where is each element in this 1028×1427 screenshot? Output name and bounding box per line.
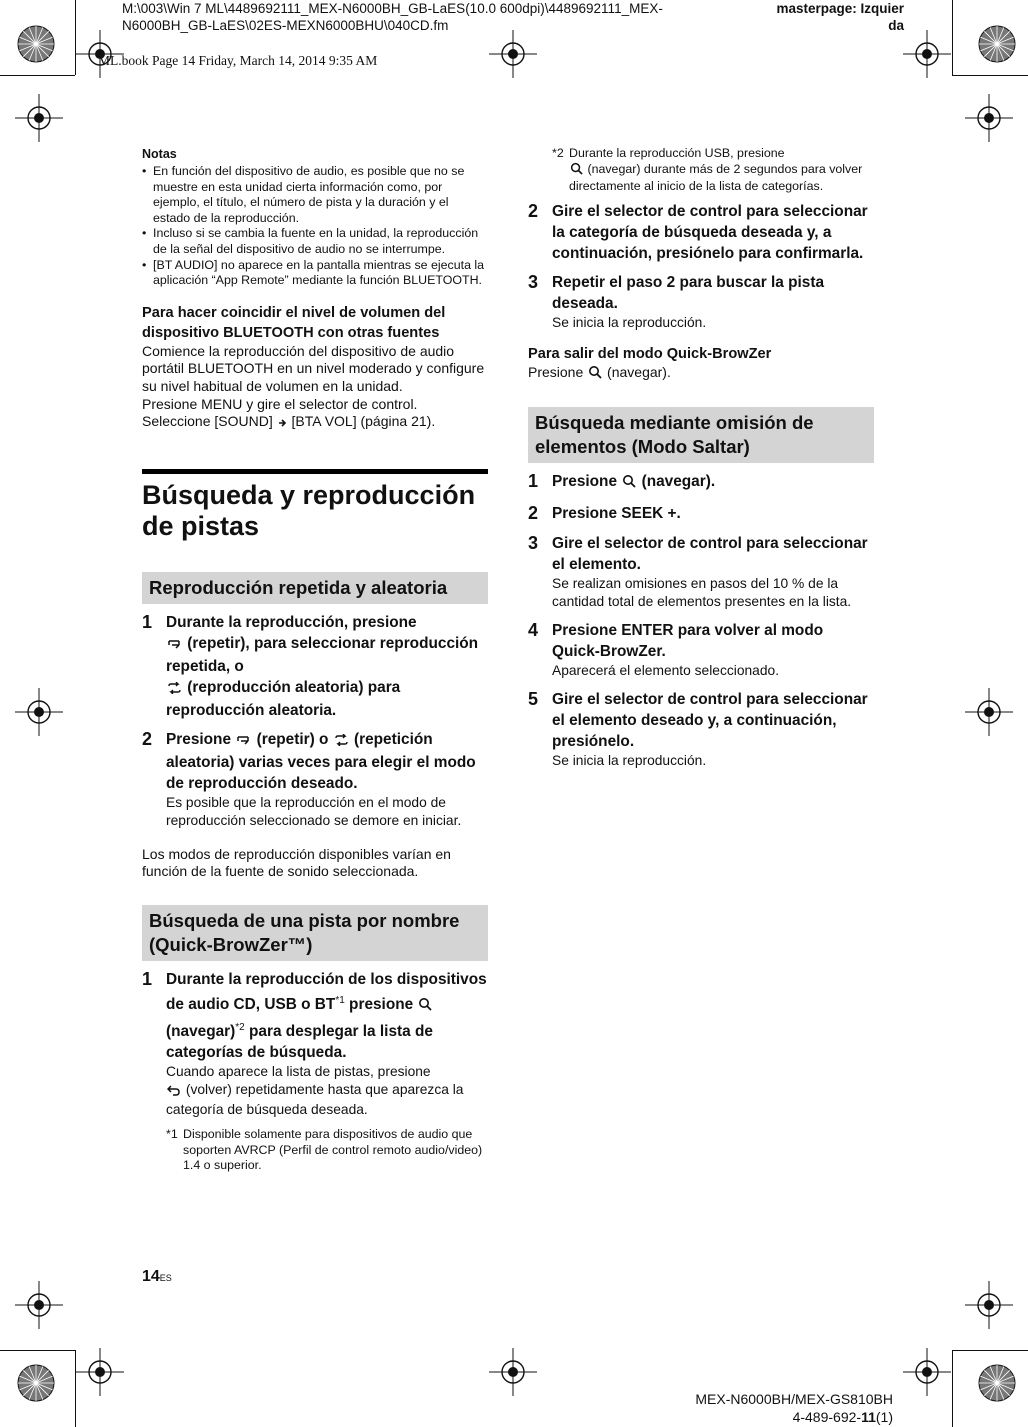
footnote-text-a: Durante la reproducción USB, presione — [569, 146, 785, 160]
step-text-b: (repetir), para seleccionar reproducción repetida, o — [166, 634, 479, 675]
step-number: 1 — [142, 611, 153, 632]
model-line1: MEX-N6000BH/MEX-GS810BH — [695, 1391, 893, 1407]
registration-mark — [15, 1281, 63, 1329]
step-number: 1 — [142, 968, 153, 989]
band-quick-browzer: Búsqueda de una pista por nombre (Quick-BrowZer™) — [142, 905, 488, 961]
step-sub: Se realizan omisiones en pasos del 10 % de la cantidad total de elementos presentes en la lista. — [552, 576, 852, 610]
model-code-a: 4-489-692- — [792, 1409, 862, 1425]
step-text-a: Durante la reproducción de los dispositivos de audio CD, USB o BT — [166, 970, 487, 1014]
step-text: Repetir el paso 2 para buscar la pista deseada. — [552, 273, 825, 312]
band-skip-mode: Búsqueda mediante omisión de elementos (Modo Saltar) — [528, 407, 874, 463]
volume-text-3a: Seleccione [SOUND] — [142, 413, 273, 430]
registration-mark — [76, 30, 124, 78]
step-text-a: Durante la reproducción, presione — [166, 613, 417, 631]
step-text-b: (navegar). — [641, 473, 716, 491]
step-number: 4 — [528, 620, 539, 641]
step-text: Gire el selector de control para seleccionar la categoría de búsqueda deseada y, a continuación, presiónelo para confirmarla. — [552, 202, 868, 262]
registration-mark — [15, 94, 63, 142]
step-text-c: (navegar) — [166, 1023, 236, 1041]
footnote-text: Disponible solamente para dispositivos de audio que soporten AVRCP (Perfil de control remoto audio/video) 1.4 o superior. — [183, 1127, 483, 1173]
registration-mark — [965, 1281, 1013, 1329]
step-sub-a: Cuando aparece la lista de pistas, presione — [166, 1064, 431, 1080]
masterpage-line1: masterpage: Izquier — [776, 1, 904, 16]
registration-mark — [76, 1348, 124, 1396]
file-path-line1: M:\003\Win 7 ML\4489692111_MEX-N6000BH_GB-LaES(10.0 600dpi)\4489692111_MEX- — [122, 1, 663, 16]
step-text-b: presione — [349, 996, 414, 1014]
registration-mark — [965, 688, 1013, 736]
step-number: 5 — [528, 689, 539, 710]
step-text-a: Presione — [166, 730, 232, 748]
model-code-b: 11 — [861, 1409, 876, 1425]
footnote-ref: *2 — [235, 1022, 245, 1034]
volume-text-2: Presione MENU y gire el selector de control. — [142, 395, 418, 412]
volume-heading: Para hacer coincidir el nivel de volumen del dispositivo BLUETOOTH con otras fuentes — [142, 304, 446, 341]
registration-target — [18, 1365, 54, 1401]
file-path-line2: N6000BH_GB-LaES\02ES-MEXN6000BHU\040CD.fm — [122, 18, 449, 33]
registration-target — [979, 1365, 1015, 1401]
note-item: • En función del dispositivo de audio, es posible que no se muestre en esta unidad cierta información como, por ejemplo, el título, el número de pista y la duración y el estado de la reproducción. — [142, 164, 488, 226]
step-text-c: (reproducción aleatoria) para reproducción aleatoria. — [166, 678, 401, 719]
step-text: Gire el selector de control para seleccionar el elemento deseado y, a continuación, presiónelo. — [552, 691, 868, 751]
step-number: 2 — [528, 200, 539, 221]
step-text: Presione SEEK +. — [552, 505, 681, 523]
step-number: 3 — [528, 533, 539, 554]
exit-heading: Para salir del modo Quick-BrowZer — [528, 345, 772, 362]
exit-text-a: Presione — [528, 363, 584, 380]
step-text-a: Presione — [552, 473, 618, 491]
step-text-d: para desplegar la lista de categorías de búsqueda. — [166, 1023, 433, 1062]
footnote-mark: *2 — [552, 146, 564, 160]
footnote-text-b: (navegar) durante más de 2 segundos para volver directamente al inicio de la lista de categorías. — [569, 161, 863, 193]
modes-text: Los modos de reproducción disponibles varían en función de la fuente de sonido seleccionada. — [142, 845, 451, 880]
masterpage-line2: da — [888, 18, 904, 33]
step-text-c: (repetición aleatoria) varias veces para elegir el modo de reproducción deseado. — [166, 730, 476, 792]
step-sub: Se inicia la reproducción. — [552, 753, 707, 769]
footnote-ref: *1 — [335, 994, 345, 1006]
step-number: 2 — [142, 728, 153, 749]
registration-mark — [489, 1348, 537, 1396]
registration-target — [18, 26, 54, 62]
step-text: Gire el selector de control para seleccionar el elemento. — [552, 535, 868, 574]
band-repeat-shuffle: Reproducción repetida y aleatoria — [142, 572, 488, 604]
step-sub: Aparecerá el elemento seleccionado. — [552, 663, 780, 679]
section-title: Búsqueda y reproducción de pistas — [142, 469, 488, 542]
step-text: Presione ENTER para volver al modo Quick-BrowZer. — [552, 622, 824, 661]
step-text-b: (repetir) o — [256, 730, 329, 748]
registration-mark — [965, 94, 1013, 142]
step-number: 3 — [528, 271, 539, 292]
note-item: • Incluso si se cambia la fuente en la unidad, la reproducción de la señal del dispositivo de audio no se interrumpe. — [142, 226, 488, 257]
step-sub-b: (volver) repetidamente hasta que aparezca la categoría de búsqueda deseada. — [166, 1082, 464, 1118]
model-code-c: (1) — [875, 1409, 893, 1425]
volume-text: Comience la reproducción del dispositivo de audio portátil BLUETOOTH en un nivel moderado y configure su nivel habitual de volumen en la unidad. — [142, 342, 485, 394]
note-item: • [BT AUDIO] no aparece en la pantalla mientras se ejecuta la aplicación “App Remote” mediante la función BLUETOOTH. — [142, 258, 488, 289]
step-sub: Es posible que la reproducción en el modo de reproducción seleccionado se demore en iniciar. — [166, 794, 462, 828]
exit-text-b: (navegar). — [607, 363, 671, 380]
step-number: 1 — [528, 471, 539, 492]
notes-heading: Notas — [142, 147, 177, 161]
registration-mark — [903, 1348, 951, 1396]
page-number-suffix: ES — [159, 1273, 172, 1283]
registration-mark — [903, 30, 951, 78]
registration-mark — [15, 688, 63, 736]
footnote-mark: *1 — [166, 1127, 178, 1142]
book-info: ML.book Page 14 Friday, March 14, 2014 9:35 AM — [98, 53, 378, 68]
registration-target — [979, 26, 1015, 62]
step-sub: Se inicia la reproducción. — [552, 314, 707, 330]
step-number: 2 — [528, 503, 539, 524]
registration-mark — [489, 30, 537, 78]
volume-text-3b: [BTA VOL] (página 21). — [291, 413, 436, 430]
page-number-value: 14 — [142, 1268, 160, 1285]
